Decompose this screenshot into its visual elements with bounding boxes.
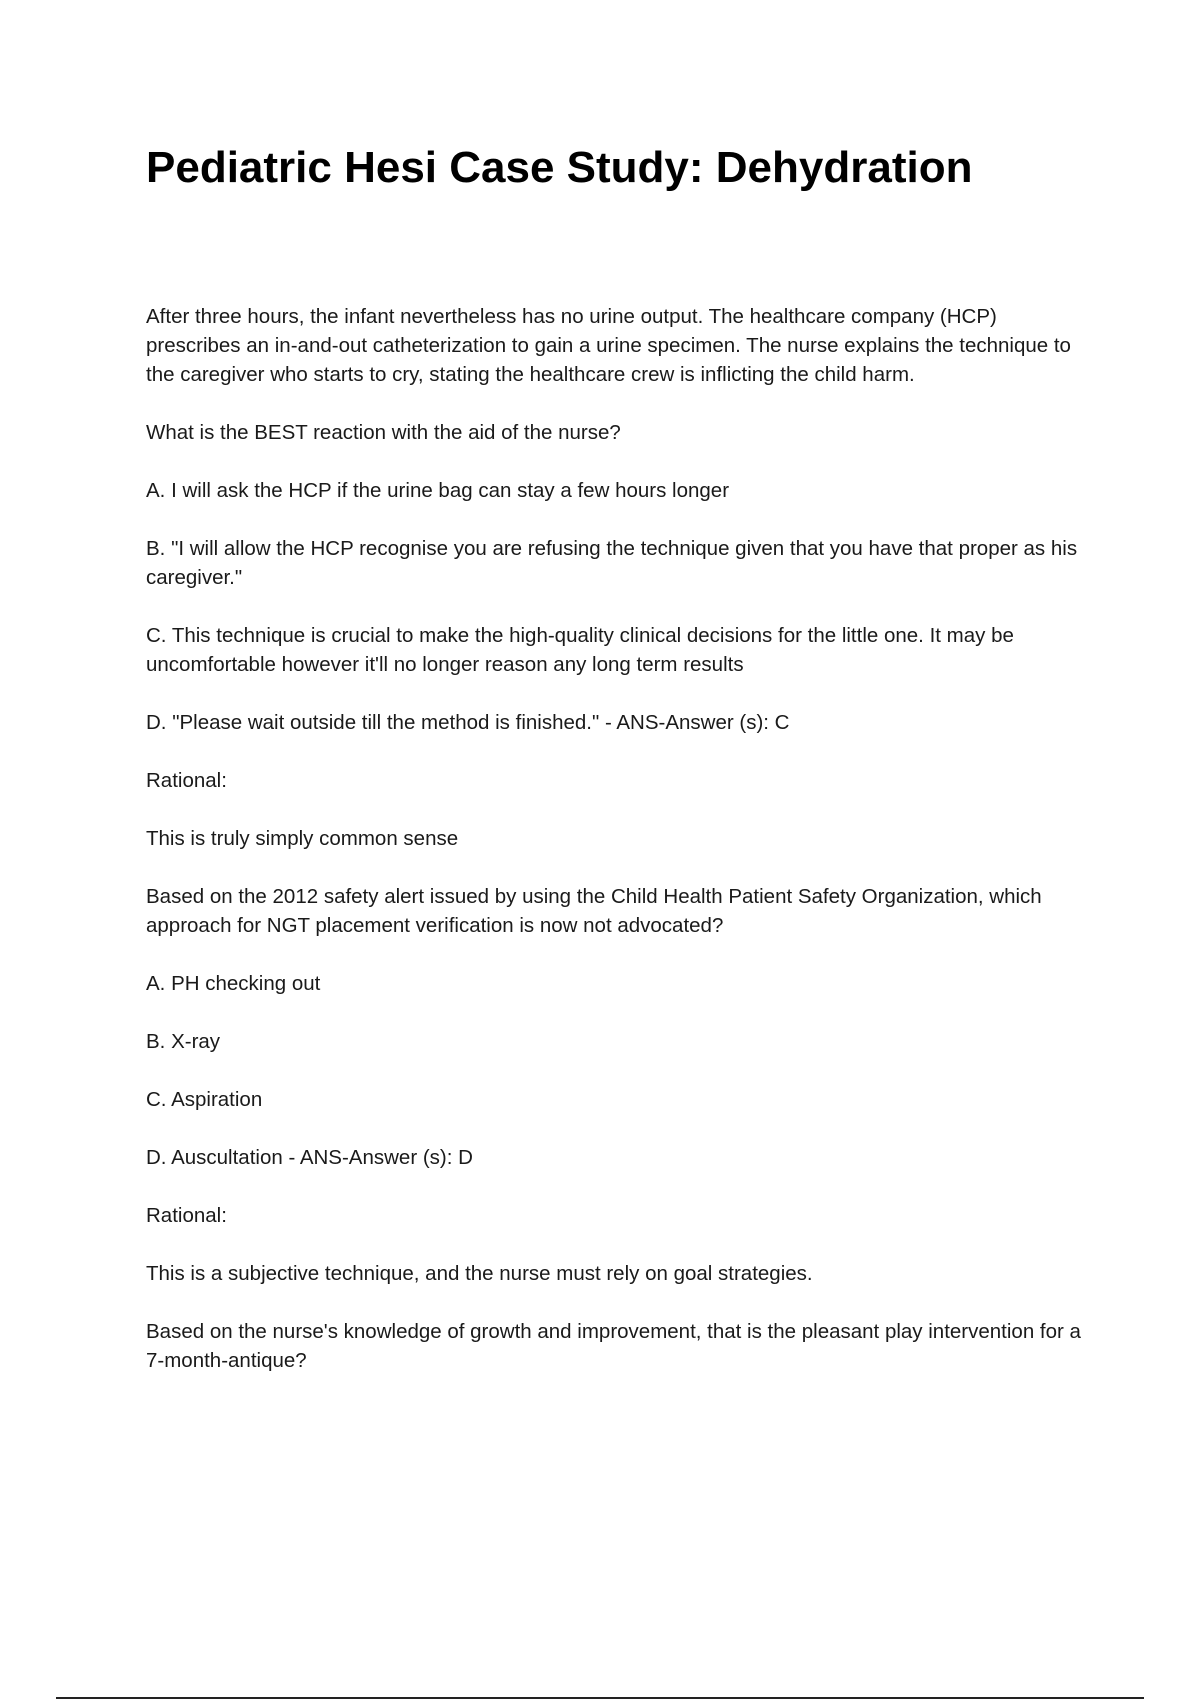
question-2-option-a: A. PH checking out [146, 972, 321, 995]
question-2-option-d-answer: D. Auscultation - ANS-Answer (s): D [146, 1146, 473, 1169]
question-1-option-c: C. This technique is crucial to make the high-quality clinical decisions for the little one. It may be uncomfortable however it'll no longer reason any long term results [146, 624, 1014, 676]
question-3-prompt: Based on the nurse's knowledge of growth and improvement, that is the pleasant play intervention for a 7-month-antique? [146, 1320, 1081, 1372]
question-1-option-a: A. I will ask the HCP if the urine bag can stay a few hours longer [146, 479, 730, 502]
question-1-rational-text: This is truly simply common sense [146, 827, 459, 850]
case-scenario-paragraph: After three hours, the infant nevertheless has no urine output. The healthcare company (HCP) prescribes an in-and-out catheterization to gain a urine specimen. The nurse explains the technique to the caregiver who starts to cry, stating the healthcare crew is inflicting the child harm. [146, 305, 1071, 386]
question-2-option-b: B. X-ray [146, 1030, 221, 1053]
footer-divider [56, 1697, 1144, 1699]
question-1-prompt: What is the BEST reaction with the aid of the nurse? [146, 421, 621, 444]
question-1-rational-label: Rational: [146, 769, 227, 792]
question-1-option-d-answer: D. "Please wait outside till the method is finished." - ANS-Answer (s): C [146, 711, 790, 734]
question-2-rational-text: This is a subjective technique, and the nurse must rely on goal strategies. [146, 1262, 813, 1285]
document-title: Pediatric Hesi Case Study: Dehydration [146, 143, 973, 192]
question-1-option-b: B. "I will allow the HCP recognise you are refusing the technique given that you have that proper as his caregiver." [146, 537, 1078, 589]
document-page [146, 140, 1096, 1404]
question-2-rational-label: Rational: [146, 1204, 227, 1227]
question-2-prompt: Based on the 2012 safety alert issued by using the Child Health Patient Safety Organization, which approach for NGT placement verification is now not advocated? [146, 885, 1042, 937]
document-body [146, 302, 1096, 1375]
question-2-option-c: C. Aspiration [146, 1088, 263, 1111]
